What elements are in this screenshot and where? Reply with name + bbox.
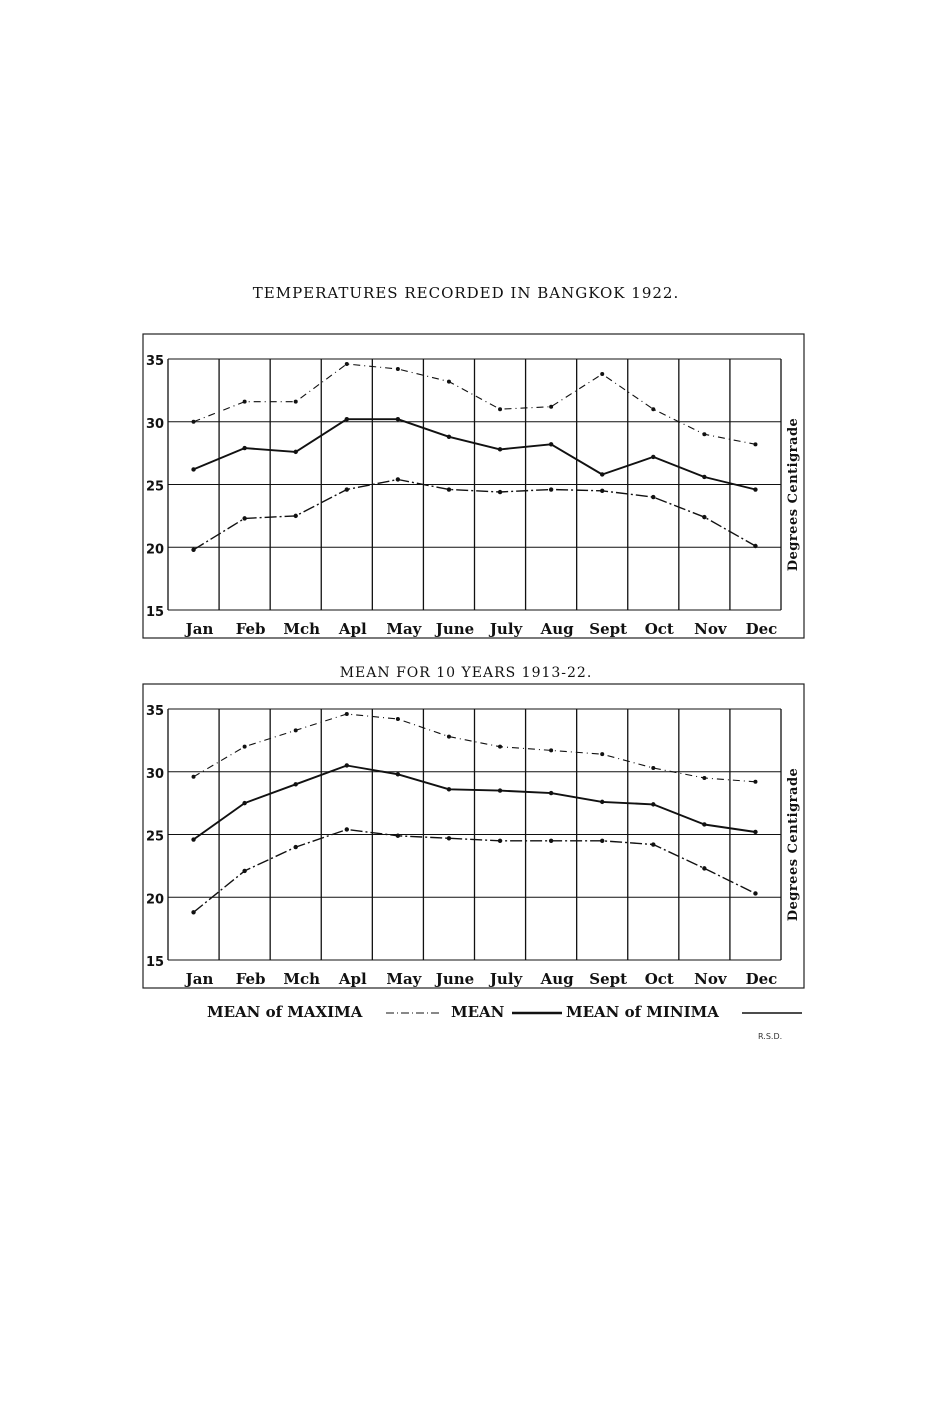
chart-1-point-maxima-jan — [192, 420, 196, 424]
chart-1-category-label: Feb — [235, 620, 266, 638]
chart-1-point-maxima-apl — [345, 362, 349, 366]
chart-1-point-mean-june — [447, 435, 451, 439]
chart-1-ytick-label: 25 — [146, 479, 165, 495]
chart-1-svg — [0, 330, 932, 648]
chart-2-category-label: Nov — [694, 970, 727, 988]
chart-2-category-label: Mch — [283, 970, 321, 988]
chart-2-category-label: Jan — [185, 970, 214, 988]
chart-2-point-mean-nov — [702, 822, 706, 826]
chart-1-ytick-label: 30 — [146, 416, 165, 432]
chart-1-point-maxima-sept — [600, 372, 604, 376]
chart-2-category-label: Oct — [644, 970, 674, 988]
legend-mean-swatch — [510, 1003, 564, 1023]
chart-2-point-minima-may — [396, 834, 400, 838]
chart-1-point-minima-june — [447, 487, 451, 491]
chart-1-point-mean-sept — [600, 472, 604, 476]
chart-2-point-minima-aug — [549, 839, 553, 843]
chart-2-point-minima-jan — [191, 910, 195, 914]
legend-minima-label: MEAN of MINIMA — [566, 1003, 719, 1021]
chart-2-point-maxima-apl — [345, 712, 349, 716]
chart-2-point-mean-oct — [651, 802, 655, 806]
chart-2-point-mean-sept — [600, 800, 604, 804]
chart-2-point-minima-june — [447, 836, 451, 840]
chart-1-point-maxima-feb — [243, 400, 247, 404]
chart-1-ytick-label: 15 — [146, 605, 165, 620]
chart-2-ytick-label: 25 — [146, 829, 165, 845]
chart-2-point-maxima-sept — [600, 752, 604, 756]
chart-1-ytick-label: 35 — [146, 354, 165, 369]
chart-2-category-label: July — [489, 970, 523, 988]
chart-2-point-mean-mch — [294, 782, 298, 786]
chart-1-point-maxima-june — [447, 380, 451, 384]
chart-2-point-mean-jan — [191, 837, 195, 841]
chart-1-point-minima-apl — [345, 487, 349, 491]
chart-1-point-mean-july — [498, 447, 502, 451]
legend-minima-swatch — [740, 1003, 804, 1023]
chart-2-point-maxima-jan — [192, 775, 196, 779]
legend-maxima-swatch — [384, 1003, 444, 1023]
legend — [0, 1003, 932, 1027]
chart-2-point-maxima-aug — [549, 748, 553, 752]
chart-2-ytick-label: 35 — [146, 704, 165, 719]
chart-1-point-minima-aug — [549, 487, 553, 491]
chart-1-category-label: Oct — [644, 620, 674, 638]
chart-1-category-label: July — [489, 620, 523, 638]
chart-2-point-mean-dec — [753, 830, 757, 834]
chart-2-point-maxima-dec — [753, 780, 757, 784]
chart-1-category-label: June — [435, 620, 475, 638]
chart-1-category-label: Dec — [745, 620, 778, 638]
chart-2-point-minima-apl — [345, 827, 349, 831]
chart-1-category-label: Nov — [694, 620, 727, 638]
chart-1-point-mean-jan — [191, 467, 195, 471]
chart-1-point-mean-mch — [294, 450, 298, 454]
chart-1-category-label: Sept — [589, 620, 628, 638]
chart-2-point-minima-dec — [753, 891, 757, 895]
chart-2-category-label: Feb — [235, 970, 266, 988]
chart-1-frame — [143, 334, 804, 638]
chart-1-point-maxima-mch — [294, 400, 298, 404]
chart-1-category-label: Apl — [338, 620, 367, 638]
chart-2-ylabel: Degrees Centigrade — [786, 767, 801, 922]
chart-1-point-minima-july — [498, 490, 502, 494]
chart-1-ylabel: Degrees Centigrade — [786, 417, 801, 572]
chart-2-svg — [0, 680, 932, 998]
chart-1-point-minima-jan — [191, 548, 195, 552]
chart-1-point-maxima-oct — [651, 407, 655, 411]
legend-mean-label: MEAN — [451, 1003, 505, 1021]
chart-2-point-maxima-feb — [243, 745, 247, 749]
chart-1-title: TEMPERATURES RECORDED IN BANGKOK 1922. — [252, 284, 680, 302]
chart-1-point-maxima-aug — [549, 405, 553, 409]
chart-1-point-maxima-may — [396, 367, 400, 371]
chart-2-point-minima-feb — [242, 869, 246, 873]
chart-2-title: MEAN FOR 10 YEARS 1913-22. — [339, 665, 593, 681]
chart-1-point-mean-oct — [651, 455, 655, 459]
legend-maxima-label: MEAN of MAXIMA — [207, 1003, 363, 1021]
chart-1-point-mean-dec — [753, 487, 757, 491]
chart-2-point-maxima-may — [396, 717, 400, 721]
chart-2-point-mean-may — [396, 772, 400, 776]
chart-1-point-minima-nov — [702, 515, 706, 519]
chart-2-ytick-label: 30 — [146, 766, 165, 782]
chart-2-frame — [143, 684, 804, 988]
chart-2-ytick-label: 15 — [146, 955, 165, 970]
chart-2-point-minima-mch — [294, 845, 298, 849]
chart-1-point-maxima-nov — [702, 432, 706, 436]
chart-1-point-minima-may — [396, 477, 400, 481]
chart-1-point-mean-apl — [345, 417, 349, 421]
chart-2-point-mean-feb — [242, 801, 246, 805]
chart-1-point-minima-oct — [651, 495, 655, 499]
chart-2-point-mean-july — [498, 788, 502, 792]
chart-2-category-label: June — [435, 970, 475, 988]
chart-2-category-label: Sept — [589, 970, 628, 988]
chart-2-point-maxima-nov — [702, 776, 706, 780]
chart-1-category-label: May — [386, 620, 422, 638]
chart-1-point-minima-mch — [294, 514, 298, 518]
chart-2-point-mean-aug — [549, 791, 553, 795]
chart-1-category-label: Aug — [540, 620, 574, 638]
chart-1-point-mean-feb — [242, 446, 246, 450]
chart-2-point-maxima-mch — [294, 728, 298, 732]
chart-2-point-maxima-oct — [651, 766, 655, 770]
chart-2-category-label: Dec — [745, 970, 778, 988]
chart-1-ytick-label: 20 — [146, 542, 165, 558]
chart-1-category-label: Mch — [283, 620, 321, 638]
chart-2-point-minima-oct — [651, 842, 655, 846]
chart-2-point-mean-apl — [345, 763, 349, 767]
chart-1-point-maxima-july — [498, 407, 502, 411]
credit-initials: R.S.D. — [758, 1032, 783, 1041]
chart-2-point-minima-nov — [702, 866, 706, 870]
chart-1-point-minima-feb — [242, 516, 246, 520]
chart-2-point-mean-june — [447, 787, 451, 791]
chart-1-point-mean-nov — [702, 475, 706, 479]
chart-2-point-minima-july — [498, 839, 502, 843]
chart-1-point-mean-may — [396, 417, 400, 421]
chart-2-point-minima-sept — [600, 839, 604, 843]
chart-1-point-minima-sept — [600, 489, 604, 493]
chart-2-point-maxima-july — [498, 745, 502, 749]
chart-2-ytick-label: 20 — [146, 892, 165, 908]
chart-2-category-label: May — [386, 970, 422, 988]
chart-1-point-mean-aug — [549, 442, 553, 446]
chart-1-point-maxima-dec — [753, 442, 757, 446]
chart-1-category-label: Jan — [185, 620, 214, 638]
chart-2-category-label: Aug — [540, 970, 574, 988]
chart-1-point-minima-dec — [753, 544, 757, 548]
chart-2-category-label: Apl — [338, 970, 367, 988]
chart-2-point-maxima-june — [447, 735, 451, 739]
